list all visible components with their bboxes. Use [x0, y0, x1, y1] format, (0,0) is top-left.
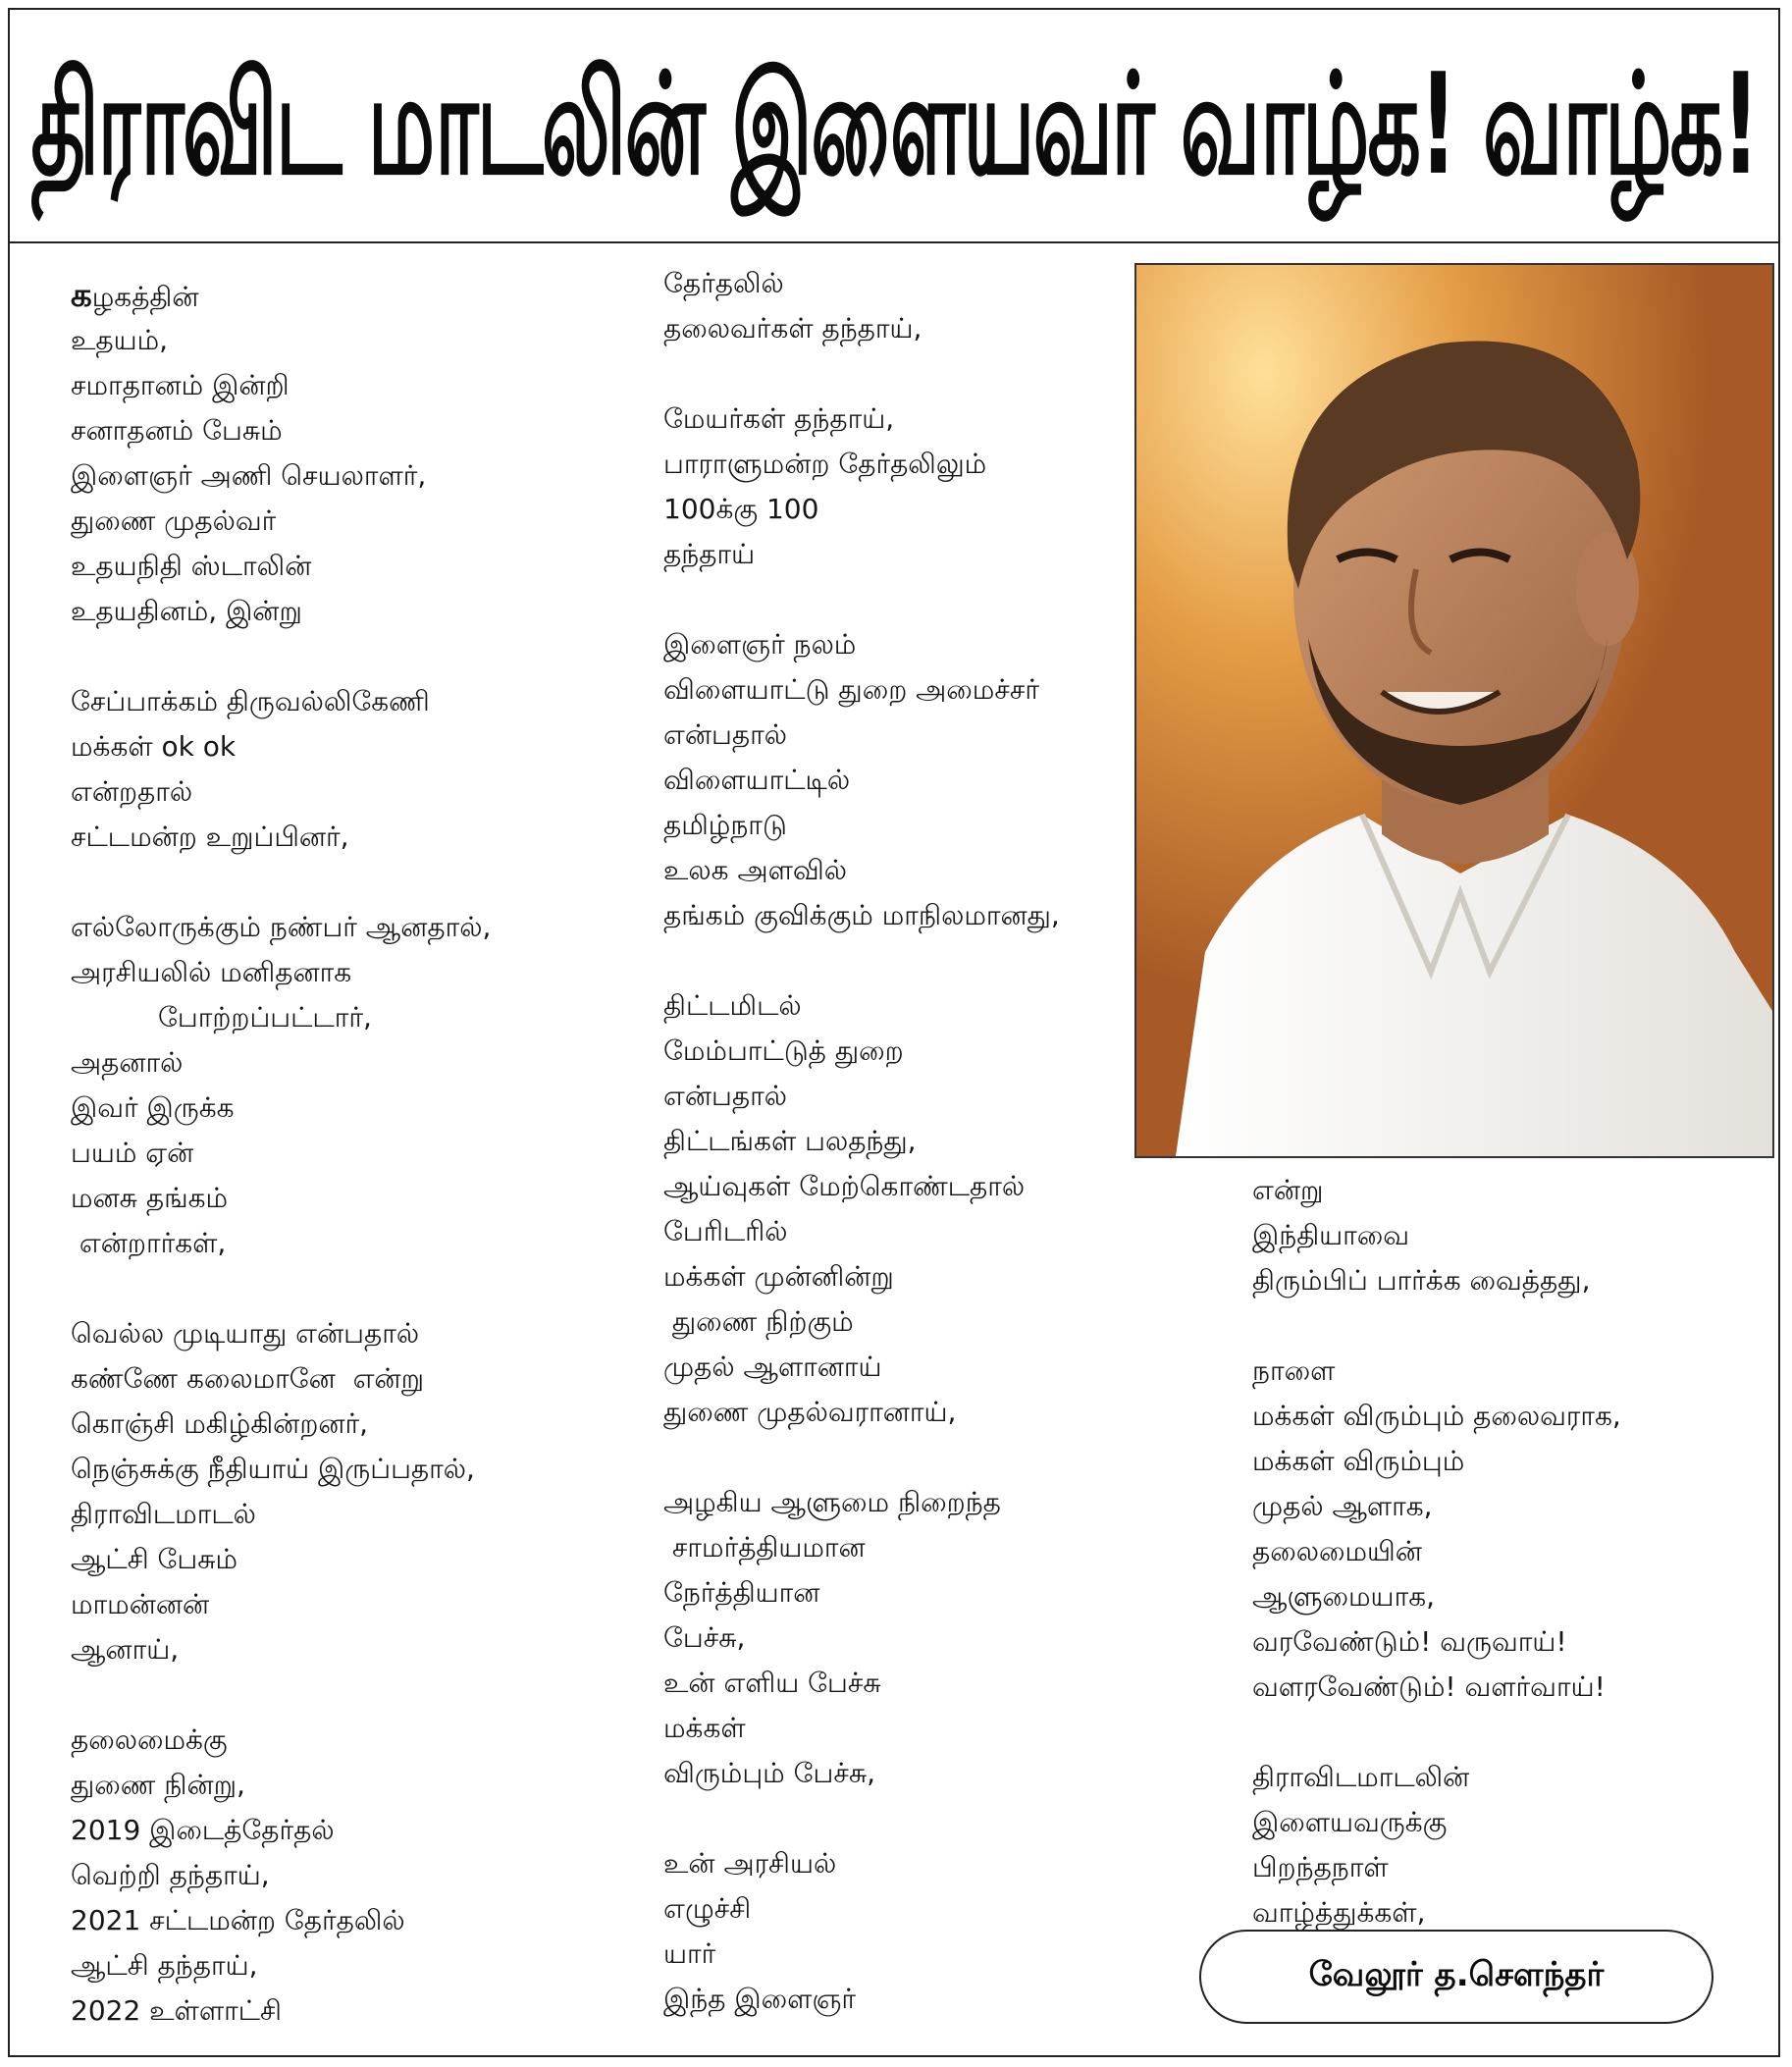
poem-line: இவர் இருக்க	[71, 1091, 235, 1124]
poem-line: தந்தாய்	[663, 538, 756, 570]
poem-line: விளையாட்டில்	[663, 764, 851, 796]
poem-line: திராவிடமாடல்	[71, 1498, 256, 1530]
poem-line: யார்	[663, 1937, 716, 1970]
stanza-gap	[71, 1672, 620, 1718]
poem-column-2	[663, 261, 1154, 2022]
poem-line: உதயநிதி ஸ்டாலின்	[71, 550, 312, 582]
poem-line: திட்டங்கள் பலதந்து,	[663, 1125, 917, 1157]
poem-line: தேர்தலில்	[663, 267, 784, 299]
poem-line: தலைமைக்கு	[71, 1723, 228, 1756]
poem-line: சனாதனம் பேசும்	[71, 414, 283, 447]
poem-line: அதனால்	[71, 1046, 184, 1079]
poem-line: விளையாட்டு துறை அமைச்சர்	[663, 673, 1039, 706]
poem-line: வெற்றி தந்தாய்,	[71, 1859, 270, 1891]
poem-line: பாராளுமன்ற தேர்தலிலும்	[663, 448, 987, 480]
poem-line: உன் அரசியல்	[663, 1847, 837, 1880]
poem-line: இளையவருக்கு	[1252, 1806, 1448, 1838]
poem-line: சேப்பாக்கம் திருவல்லிகேணி	[71, 685, 430, 717]
poem-line: இளைஞர் அணி செயலாளர்,	[71, 459, 427, 492]
portrait-photo	[1134, 263, 1774, 1158]
poem-line: மாமன்னன்	[71, 1588, 210, 1620]
poem-line: தலைமையின்	[1252, 1535, 1422, 1567]
poem-line: துணை நிற்கும்	[663, 1305, 854, 1338]
poem-line: மேம்பாட்டுத் துறை	[663, 1034, 904, 1067]
headline: திராவிட மாடலின் இளையவர் வாழ்க! வாழ்க!	[30, 44, 1758, 207]
poem-line: போற்றப்பட்டார்,	[71, 1001, 372, 1034]
headline-banner	[10, 10, 1778, 243]
poem-line: ஆளுமையாக,	[1252, 1580, 1436, 1613]
poem-line: 2021 சட்டமன்ற தேர்தலில்	[71, 1904, 405, 1936]
poem-line: 2022 உள்ளாட்சி	[71, 1994, 282, 2027]
poem-line: நேர்த்தியான	[663, 1576, 820, 1609]
poem-line: உதயதினம், இன்று	[71, 595, 302, 627]
stanza-gap	[663, 577, 1154, 622]
stanza-gap	[663, 1435, 1154, 1480]
poem-line: ஆட்சி தந்தாய்,	[71, 1949, 258, 1982]
poem-column-3	[1252, 1168, 1743, 1935]
poem-line: துணை முதல்வர்	[71, 504, 277, 537]
poem-line: வரவேண்டும்! வருவாய்!	[1252, 1625, 1567, 1658]
poem-line: மக்கள் விரும்பும் தலைவராக,	[1252, 1400, 1621, 1432]
first-line	[71, 273, 620, 318]
poem-line: மக்கள் ok ok	[71, 730, 237, 763]
poem-line: ஆனாய்,	[71, 1633, 180, 1666]
column-1-lines	[71, 318, 620, 2034]
poem-line: கொஞ்சி மகிழ்கின்றனர்,	[71, 1407, 369, 1440]
poem-line: மனசு தங்கம்	[71, 1182, 229, 1214]
poem-line: உன் எளிய பேச்சு	[663, 1667, 881, 1699]
poem-line: என்றதால்	[71, 775, 193, 808]
poem-line: பேச்சு,	[663, 1621, 746, 1654]
poem-line: தலைவர்கள் தந்தாய்,	[663, 312, 922, 344]
poem-line: முதல் ஆளானாய்	[663, 1351, 882, 1383]
stanza-gap	[1252, 1710, 1743, 1755]
poem-line: என்பதால்	[663, 1080, 787, 1112]
poem-line: திரும்பிப் பார்க்க வைத்தது,	[1252, 1264, 1591, 1297]
poem-line: சாமர்த்தியமான	[663, 1531, 866, 1564]
poem-line: இந்த இளைஞர்	[663, 1983, 857, 2015]
poem-line: சட்டமன்ற உறுப்பினர்,	[71, 821, 349, 853]
poem-line: உதயம்,	[71, 324, 169, 356]
poem-line: வாழ்த்துக்கள்,	[1252, 1896, 1426, 1929]
poem-line: பயம் ஏன்	[71, 1137, 194, 1169]
poem-line: எல்லோருக்கும் நண்பர் ஆனதால்,	[71, 911, 492, 943]
stanza-gap	[71, 860, 620, 905]
poem-line: வெல்ல முடியாது என்பதால்	[71, 1317, 420, 1350]
poem-line: 2019 இடைத்தேர்தல்	[71, 1814, 335, 1846]
poem-line: நெஞ்சுக்கு நீதியாய் இருப்பதால்,	[71, 1453, 475, 1485]
poem-line: கண்ணே கலைமானே என்று	[71, 1362, 424, 1395]
poem-line: மக்கள்	[663, 1712, 746, 1744]
poem-line: உலக அளவில்	[663, 854, 847, 886]
poem-line: மக்கள் முன்னின்று	[663, 1260, 894, 1293]
poem-line: நாளை	[1252, 1354, 1336, 1387]
poem-line: என்றார்கள்,	[71, 1227, 227, 1259]
poem-line: எழுச்சி	[663, 1892, 752, 1925]
drop-cap: க	[71, 276, 92, 315]
poem-line: திராவிடமாடலின்	[1252, 1761, 1470, 1793]
poem-line: தமிழ்நாடு	[663, 809, 787, 841]
poem-line: விரும்பும் பேச்சு,	[663, 1757, 875, 1789]
portrait-illustration	[1136, 265, 1772, 1156]
poem-column-1	[71, 273, 620, 2034]
poem-line: பேரிடரில்	[663, 1215, 788, 1247]
stanza-gap	[1252, 1303, 1743, 1349]
poem-line: தங்கம் குவிக்கும் மாநிலமானது,	[663, 899, 1060, 931]
poem-line: பிறந்தநாள்	[1252, 1851, 1389, 1883]
column-3-lines	[1252, 1168, 1743, 1935]
poem-line: ஆய்வுகள் மேற்கொண்டதால்	[663, 1170, 1026, 1202]
signature-box	[1199, 1930, 1713, 2024]
poem-line: வளரவேண்டும்! வளர்வாய்!	[1252, 1670, 1606, 1703]
poem-line: மேயர்கள் தந்தாய்,	[663, 402, 895, 435]
stanza-gap	[71, 1266, 620, 1311]
poem-line: என்று	[1252, 1174, 1324, 1206]
poem-line: முதல் ஆளாக,	[1252, 1490, 1433, 1522]
stanza-gap	[663, 938, 1154, 983]
poem-line: துணை நின்று,	[71, 1769, 245, 1801]
first-line-rest: ழகத்தின்	[91, 281, 199, 313]
poem-line: இளைஞர் நலம்	[663, 628, 857, 661]
column-2-lines	[663, 261, 1154, 2022]
poem-line: அரசியலில் மனிதனாக	[71, 956, 352, 988]
stanza-gap	[71, 634, 620, 679]
poem-line: மக்கள் விரும்பும்	[1252, 1445, 1465, 1477]
poem-line: 100க்கு 100	[663, 493, 819, 525]
poem-line: திட்டமிடல்	[663, 989, 802, 1022]
poem-line: அழகிய ஆளுமை நிறைந்த	[663, 1486, 1001, 1518]
poem-line: துணை முதல்வரானாய்,	[663, 1396, 957, 1428]
poem-line: ஆட்சி பேசும்	[71, 1543, 238, 1575]
poem-line: இந்தியாவை	[1252, 1219, 1410, 1251]
poem-line: சமாதானம் இன்றி	[71, 369, 290, 401]
author-name: வேலூர் த.சௌந்தர்	[1308, 1955, 1605, 1994]
stanza-gap	[663, 351, 1154, 397]
poem-line: என்பதால்	[663, 718, 787, 751]
stanza-gap	[663, 1796, 1154, 1841]
